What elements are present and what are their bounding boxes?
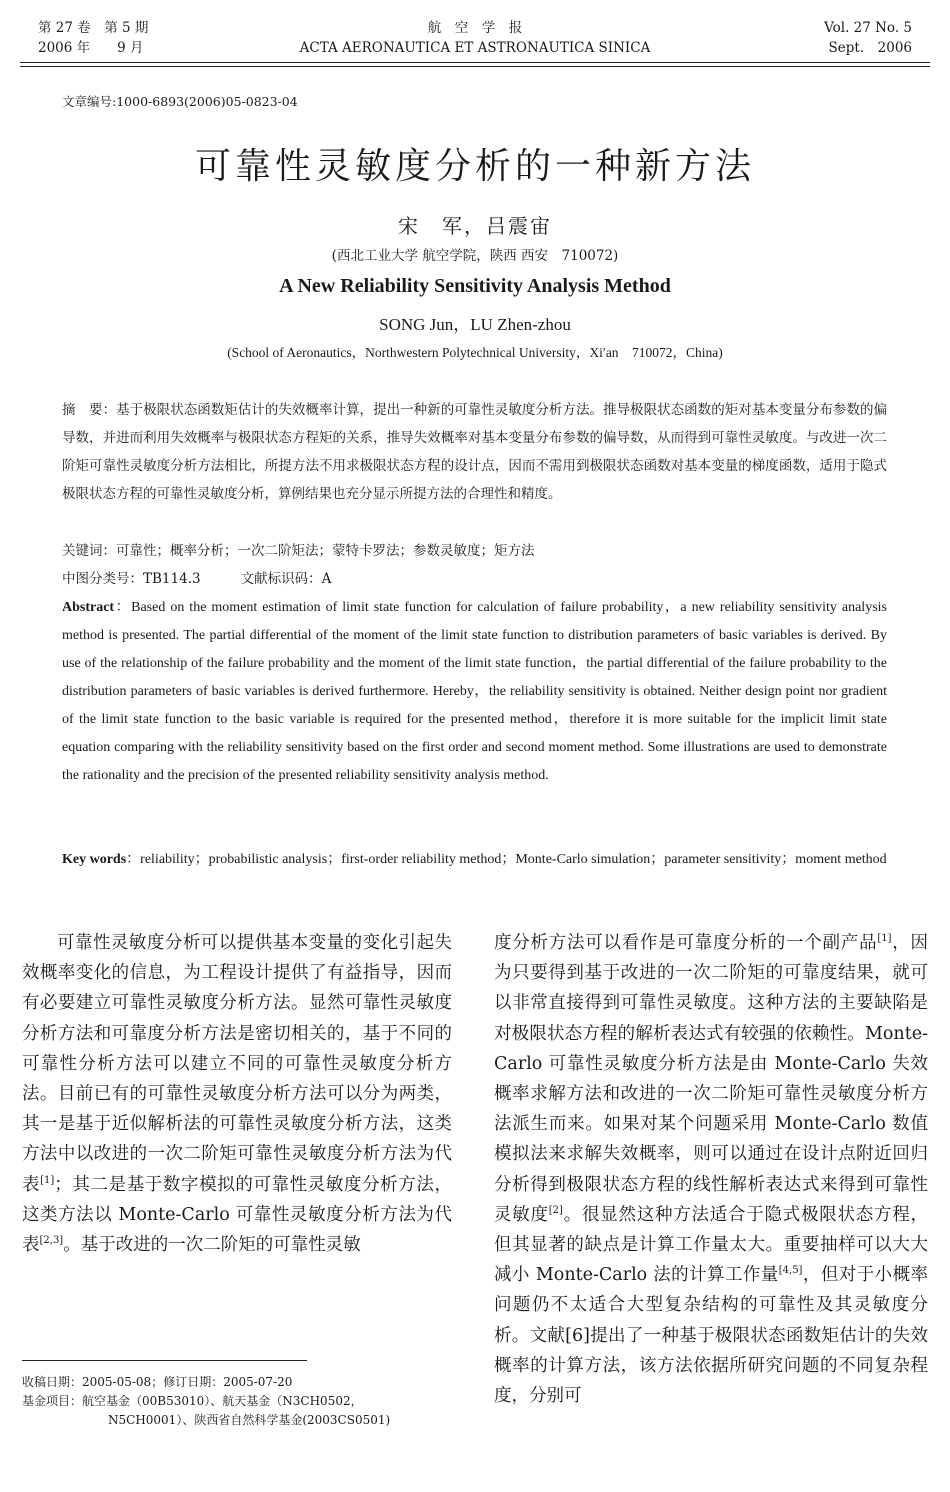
- citation-ref[interactable]: [2,3]: [39, 1235, 64, 1247]
- footnote-dates: 收稿日期：2005-05-08；修订日期：2005-07-20: [22, 1375, 293, 1389]
- keywords-en: [62, 846, 887, 874]
- abstract-en-label: Abstract: [62, 600, 115, 615]
- header-date-cn: 2006 年 9 月: [38, 40, 144, 56]
- header-vol-issue-en: Vol. 27 No. 5: [824, 20, 912, 36]
- clc-number: 中图分类号：TB114.3: [62, 571, 201, 587]
- paper-title-en: A New Reliability Sensitivity Analysis Method: [279, 275, 671, 297]
- classification-line: [62, 566, 887, 592]
- article-number: 文章编号:1000-6893(2006)05-0823-04: [62, 94, 298, 109]
- paper-title-cn: 可靠性灵敏度分析的一种新方法: [194, 146, 755, 187]
- abstract-en-text: ：Based on the moment estimation of limit state function for calculation of failure probability，a new reliability sensitivity analysis method is presented. The partial differential of the moment of the limit state function to distribution parameters of basic variables is derived. By use of the relationship of the failure probability and the moment of the limit state function，the partial differential of the failure probability to the distribution parameters of basic variables is derived furthermore. Hereby，the reliability sensitivity is obtained. Neither design point nor gradient of the limit state function to the basic variable is required for the presented method，therefore it is more suitable for the implicit limit state equation comparing with the reliability sensitivity based on the first order and second moment method. Some illustrations are used to demonstrate the rationality and the precision of the presented reliability sensitivity analysis method.: [62, 600, 887, 783]
- body-paragraph: [494, 928, 928, 1411]
- header-journal-en: ACTA AERONAUTICA ET ASTRONAUTICA SINICA: [299, 40, 651, 56]
- body-text: ；其二是基于数字模拟的可靠性灵敏度分析方法，这类方法以 Monte-Carlo 可靠性灵敏度分析方法为代表: [22, 1174, 453, 1256]
- header-rule-thin: [20, 66, 930, 67]
- body-text: 。基于改进的一次二阶矩的可靠性灵敏: [63, 1235, 361, 1256]
- body-text: 。很显然这种方法适合于隐式极限状态方程，但其显著的缺点是计算工作量太大。重要抽样可以大大减小 Monte-Carlo 法的计算工作量: [494, 1204, 929, 1286]
- body-column-left: [22, 928, 452, 1260]
- body-text: 度分析方法可以看作是可靠度分析的一个副产品: [494, 933, 878, 953]
- footnote-rule: [22, 1360, 307, 1361]
- running-header: [20, 18, 930, 62]
- document-code: 文献标识码：A: [240, 571, 332, 587]
- abstract-cn: 摘 要：基于极限状态函数矩估计的失效概率计算，提出一种新的可靠性灵敏度分析方法。推导极限状态函数的矩对基本变量分布参数的偏导数，并进而利用失效概率与极限状态方程矩的关系，推导失效概率对基本变量分布参数的偏导数，从而得到可靠性灵敏度。与改进一次二阶矩可靠性灵敏度分析方法相比，所提方法不用求极限状态方程的设计点，因而不需用到极限状态函数对基本变量的梯度函数，适用于隐式极限状态方程的可靠性灵敏度分析，算例结果也充分显示所提方法的合理性和精度。: [62, 402, 887, 502]
- body-text: ，但对于小概率问题仍不太适合大型复杂结构的可靠性及其灵敏度分析。文献[6]提出了一种基于极限状态函数矩估计的失效概率的计算方法，该方法依据所研究问题的不同复杂程度，分别可: [494, 1265, 929, 1407]
- body-paragraph: [22, 928, 452, 1260]
- header-journal: [20, 18, 930, 58]
- body-column-right: [494, 928, 928, 1411]
- abstract-en: [62, 594, 887, 790]
- body-text: 可靠性灵敏度分析可以提供基本变量的变化引起失效概率变化的信息，为工程设计提供了有益指导，因而有必要建立可靠性灵敏度分析方法。显然可靠性灵敏度分析方法和可靠度分析方法是密切相关的，基于不同的可靠性分析方法可以建立不同的可靠性灵敏度分析方法。目前已有的可靠性灵敏度分析方法可以分为两类，其一是基于近似解析法的可靠性灵敏度分析方法，这类方法中以改进的一次二阶矩可靠性灵敏度分析方法为代表: [22, 933, 452, 1195]
- header-date-en: Sept. 2006: [828, 40, 912, 56]
- header-rule-thick: [20, 62, 930, 63]
- keywords-en-label: Key words: [62, 852, 127, 867]
- citation-ref[interactable]: [2]: [548, 1205, 563, 1216]
- authors-cn: 宋 军，吕震宙: [398, 214, 552, 238]
- header-vol-issue-cn: 第 27 卷 第 5 期: [38, 20, 149, 36]
- citation-ref[interactable]: [4,5]: [778, 1265, 803, 1277]
- keywords-cn: 关键词：可靠性；概率分析；一次二阶矩法；蒙特卡罗法；参数灵敏度；矩方法: [62, 543, 535, 559]
- footnote-fund-2: N5CH0001）、陕西省自然科学基金(2003CS0501): [108, 1413, 391, 1427]
- citation-ref[interactable]: [1]: [40, 1174, 55, 1186]
- header-volume-en: [824, 18, 912, 58]
- citation-ref[interactable]: [1]: [877, 933, 892, 945]
- keywords-en-text: ：reliability；probabilistic analysis；first-order reliability method；Monte-Carlo simulation；parameter sensitivity；moment method: [126, 852, 887, 867]
- affiliation-cn: (西北工业大学 航空学院，陕西 西安 710072): [331, 248, 619, 264]
- footnote: [22, 1373, 452, 1430]
- body-text: ，因为只要得到基于改进的一次二阶矩的可靠度结果，就可以非常直接得到可靠性灵敏度。这种方法的主要缺陷是对极限状态方程的解析表达式有较强的依赖性。Monte-Carlo 可靠性灵敏度分析方法是由 Monte-Carlo 失效概率求解方法和改进的一次二阶矩可靠性灵敏度分析方法派生而来。如果对某个问题采用 Monte-Carlo 数值模拟法来求解失效概率，则可以通过在设计点附近回归分析得到极限状态方程的线性解析表达式来得到可靠性灵敏度: [494, 933, 929, 1225]
- header-journal-cn: 航 空 学 报: [427, 20, 523, 36]
- affiliation-en: (School of Aeronautics，Northwestern Polytechnical University，Xi′an 710072，China): [227, 345, 723, 360]
- footnote-fund-1: 基金项目：航空基金（00B53010）、航天基金（N3CH0502，: [22, 1394, 363, 1408]
- authors-en: SONG Jun，LU Zhen-zhou: [379, 315, 571, 334]
